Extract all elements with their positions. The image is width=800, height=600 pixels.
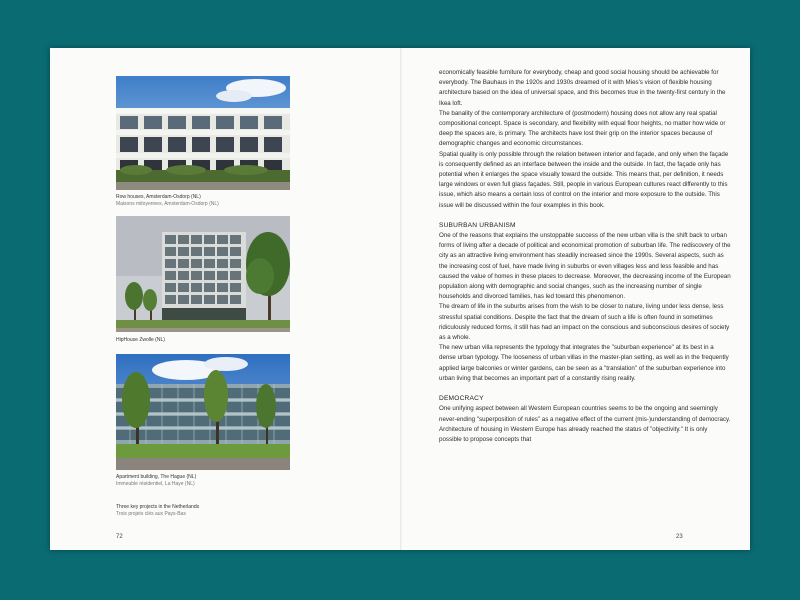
section-heading-suburban-urbanism: SUBURBAN URBANISM bbox=[439, 221, 516, 229]
paragraph: The new urban villa represents the typology that integrates the "suburban experience" at its best in a dense urban typology. The looseness of urban villas in the master-plan setting, as well as in the frequently applied large balconies or winter gardens, can be seen as a "translation" of the suburban experience into urban living that becomes an important part of a constantly rising reality. bbox=[439, 344, 729, 382]
paragraph: Spatial quality is only possible through the relation between interior and façade, and only when the façade is consequently defined as an interface between the inside and the outside. In fact, the façade only has potential when it enlarges the space visually toward the outside. This means that, per definition, it needs large windows or even full glass façades. Still, people in various European cultures react differently to this issue, which also means a certain loss of control on the interior and more exposure to the outside. This issue will be discussed within the four examples in this book. bbox=[439, 150, 729, 209]
book-spread bbox=[50, 48, 750, 550]
caption-apartment-the-hague bbox=[116, 474, 296, 488]
paragraph: The dream of life in the suburbs arises from the wish to be closer to nature, living under less dense, less stressful spatial conditions. Despite the fact that the dream of such a life is often found in sometimes ridiculously reduced forms, it still has had an impact on the conscious and subconscious desires of society as a whole. bbox=[439, 303, 730, 342]
caption-subtitle: Trois projets clés aux Pays-Bas bbox=[116, 511, 186, 517]
page-number-right: 23 bbox=[676, 534, 683, 540]
caption-title: HipHouse Zwolle (NL) bbox=[116, 337, 165, 343]
caption-key-projects bbox=[116, 504, 296, 518]
caption-title: Row houses, Amsterdam-Osdorp (NL) bbox=[116, 194, 201, 200]
photo-apartment-the-hague bbox=[116, 354, 290, 470]
paragraph: One of the reasons that explains the unstoppable success of the new urban villa is the shift back to urban forms of living after a decade of political and economical promotion of suburban life. The rediscovery of the city as an attractive living environment has steadily increased since the 1990s. Several aspects, such as the increasing cost of fuel, have made living in suburbs or even villages less and less feasible and has caused the value of homes in these places to decrease. Moreover, the decreasing income of the European population along with demographic and social changes, such as the increasing number of single households and divorced families, has led toward this phenomenon. bbox=[439, 232, 731, 301]
section-heading-democracy: DEMOCRACY bbox=[439, 395, 484, 403]
right-page-text bbox=[439, 68, 731, 524]
page-number-left: 72 bbox=[116, 534, 123, 540]
caption-hiphouse-zwolle bbox=[116, 337, 296, 344]
photo-row-houses bbox=[116, 76, 290, 190]
caption-subtitle: Maisons mitoyennes, Amsterdam-Osdorp (NL) bbox=[116, 201, 219, 207]
caption-title: Three key projects in the Netherlands bbox=[116, 504, 200, 510]
photo-hiphouse-zwolle bbox=[116, 216, 290, 332]
caption-subtitle: Immeuble résidentiel, La Haye (NL) bbox=[116, 481, 195, 487]
caption-row-houses bbox=[116, 194, 296, 208]
caption-title: Apartment building, The Hague (NL) bbox=[116, 474, 197, 480]
paragraph: The banality of the contemporary architecture of (postmodern) housing does not allow any real spatial compositional concept. Space is secondary, and flexibility with equal floor heights, no matter how wide or deep the spaces are, is primary. The architects have lost their grip on the interior spaces because of demographic changes and economic circumstances. bbox=[439, 109, 726, 148]
paragraph: One unifying aspect between all Western European countries seems to be the ongoing and seemingly never-ending "superposition of rules" as a negative effect of the current (mis-)understanding of democracy. Architecture of housing in Western Europe has already reached the status of "objectivity." It is only possible to propose concepts that bbox=[439, 405, 731, 443]
paragraph: economically feasible furniture for everybody, cheap and good social housing should be achievable for everybody. The Bauhaus in the 1920s and 1930s dreamed of it with Mies's vision of flexible housing architecture based on the idea of universal space, and this becomes true in the twenty-first century in the Ikea loft. bbox=[439, 69, 726, 107]
book-gutter bbox=[400, 48, 402, 550]
